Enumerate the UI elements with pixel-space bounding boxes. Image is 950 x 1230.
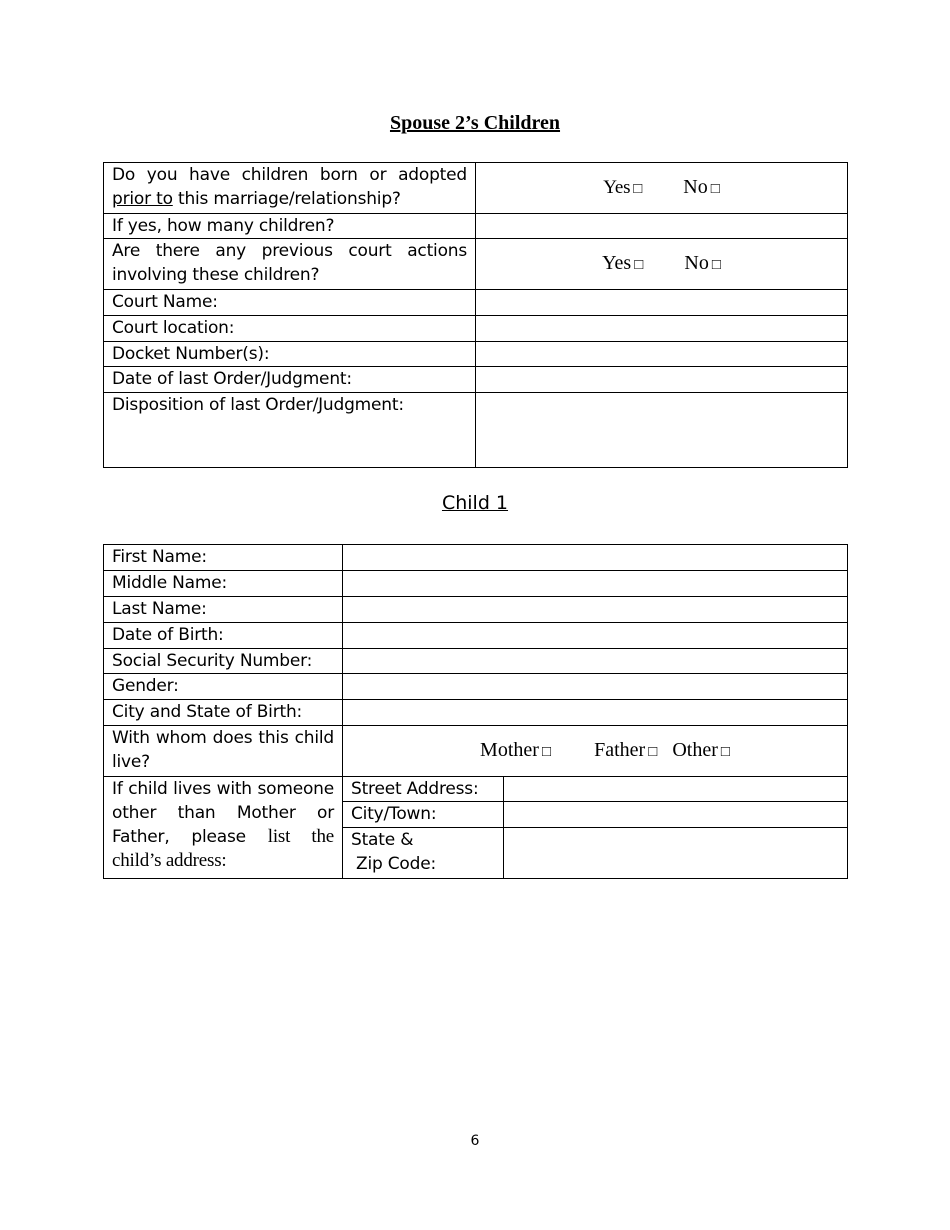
no-option[interactable]: No □ [684, 252, 721, 274]
disposition-label: Disposition of last Order/Judgment: [104, 393, 476, 468]
last-order-date-label: Date of last Order/Judgment: [104, 367, 476, 393]
checkbox-icon[interactable]: □ [634, 257, 644, 273]
checkbox-icon[interactable]: □ [541, 744, 551, 760]
lives-with-label: With whom does this child live? [104, 726, 343, 777]
dob-field[interactable] [343, 623, 848, 649]
spouse2-children-table [103, 162, 848, 468]
street-field[interactable] [504, 777, 848, 802]
disposition-field[interactable] [476, 393, 848, 468]
city-label: City/Town: [343, 802, 504, 828]
other-address-label: If child lives with someone other than Mother or Father, please list the child’s address: [104, 777, 343, 879]
q-how-many-label: If yes, how many children? [104, 214, 476, 239]
q-court-actions-label: Are there any previous court actions involving these children? [104, 239, 476, 290]
section-title: Spouse 2’s Children [389, 112, 561, 134]
first-name-label: First Name: [104, 545, 343, 571]
q-children-prior-label: Do you have children born or adopted prior to this marriage/relationship? [104, 163, 476, 214]
ssn-field[interactable] [343, 649, 848, 674]
first-name-field[interactable] [343, 545, 848, 571]
last-name-label: Last Name: [104, 597, 343, 623]
docket-field[interactable] [476, 342, 848, 367]
middle-name-field[interactable] [343, 571, 848, 597]
father-option[interactable]: Father □ [594, 739, 658, 761]
court-name-field[interactable] [476, 290, 848, 316]
street-label: Street Address: [343, 777, 504, 802]
court-name-label: Court Name: [104, 290, 476, 316]
no-option[interactable]: No □ [683, 176, 720, 198]
last-name-field[interactable] [343, 597, 848, 623]
lives-with-options [343, 726, 848, 777]
gender-label: Gender: [104, 674, 343, 700]
court-location-label: Court location: [104, 316, 476, 342]
court-location-field[interactable] [476, 316, 848, 342]
ssn-label: Social Security Number: [104, 649, 343, 674]
middle-name-label: Middle Name: [104, 571, 343, 597]
gender-field[interactable] [343, 674, 848, 700]
city-field[interactable] [504, 802, 848, 828]
docket-label: Docket Number(s): [104, 342, 476, 367]
checkbox-icon[interactable]: □ [711, 257, 721, 273]
checkbox-icon[interactable]: □ [633, 181, 643, 197]
birth-place-field[interactable] [343, 700, 848, 726]
yes-option[interactable]: Yes □ [603, 177, 643, 198]
last-order-date-field[interactable] [476, 367, 848, 393]
yes-option[interactable]: Yes □ [602, 252, 644, 274]
other-option[interactable]: Other □ [672, 739, 730, 761]
dob-label: Date of Birth: [104, 623, 343, 649]
q-children-prior-options [476, 163, 848, 214]
checkbox-icon[interactable]: □ [648, 744, 658, 760]
child-1-table [103, 544, 848, 879]
birth-place-label: City and State of Birth: [104, 700, 343, 726]
checkbox-icon[interactable]: □ [710, 181, 720, 197]
mother-option[interactable]: Mother □ [480, 739, 551, 761]
page-number: 6 [470, 1133, 480, 1149]
child-title: Child 1 [441, 492, 509, 514]
state-zip-field[interactable] [504, 828, 848, 879]
q-how-many-field[interactable] [476, 214, 848, 239]
state-zip-label: State & Zip Code: [343, 828, 504, 879]
q-court-actions-options [476, 239, 848, 290]
checkbox-icon[interactable]: □ [720, 744, 730, 760]
